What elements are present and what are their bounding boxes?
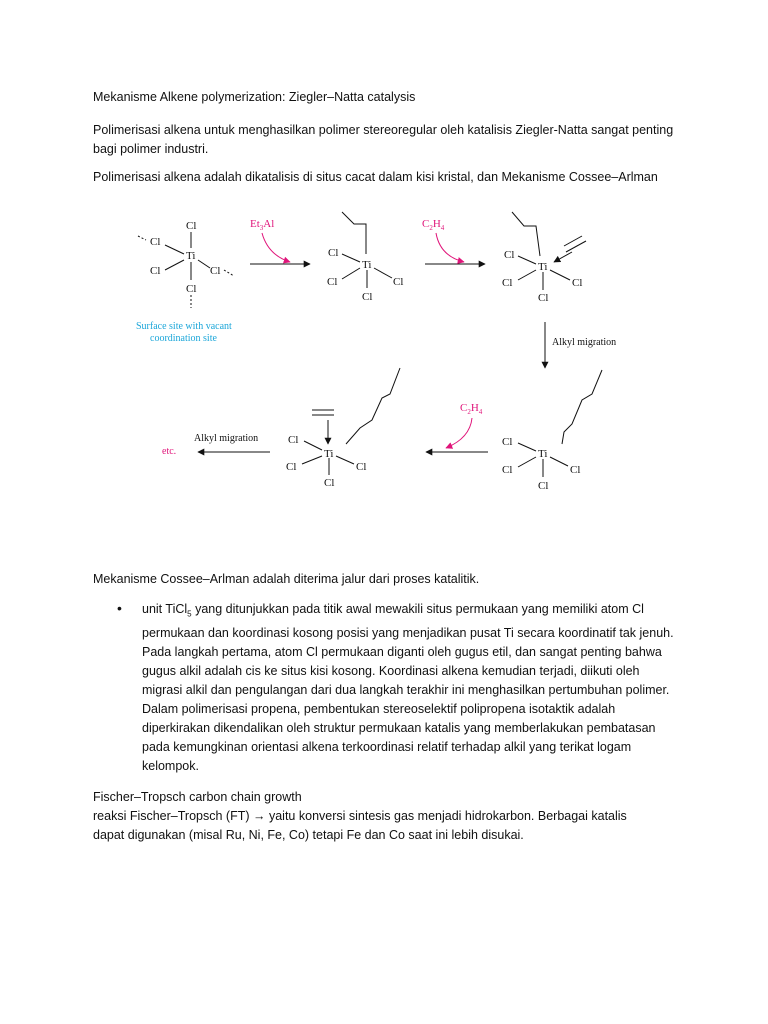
surface-site-caption: coordination site	[150, 333, 217, 344]
cl-label: Cl	[286, 461, 297, 473]
cl-label: Cl	[570, 464, 581, 476]
reagent-ethene: $C_2H_4$	[460, 402, 483, 416]
cl-label: Cl	[328, 247, 339, 259]
cl-label: Cl	[502, 436, 513, 448]
structure-ti-butyl	[502, 370, 602, 492]
reagent-et3al: $Et_3Al$	[250, 218, 275, 232]
cl-label: Cl	[538, 480, 549, 492]
document-title: Mekanisme Alkene polymerization: Ziegler–Natta catalysis	[93, 90, 416, 104]
cossee-arlman-diagram	[120, 200, 660, 500]
reagent-arrow	[446, 418, 472, 448]
cl-label: Cl	[356, 461, 367, 473]
cl-label: Cl	[327, 276, 338, 288]
paragraph-pathway: Mekanisme Cossee–Arlman adalah diterima jalur dari proses katalitik.	[93, 572, 480, 586]
fischer-tropsch-line2: dapat digunakan (misal Ru, Ni, Fe, Co) tetapi Fe dan Co saat ini lebih disukai.	[93, 828, 524, 842]
fischer-tropsch-line1: reaksi Fischer–Tropsch (FT) → yaitu konversi sintesis gas menjadi hidrokarbon. Berbagai katalis	[93, 809, 627, 823]
cl-label: Cl	[186, 220, 197, 232]
reagent-ethene: $C_2H_4$	[422, 218, 445, 232]
structure-ti-ethyl-ethene	[502, 212, 586, 304]
fischer-tropsch-title: Fischer–Tropsch carbon chain growth	[93, 790, 302, 804]
ti-label: Ti	[538, 261, 548, 273]
alkyl-migration-label: Alkyl migration	[552, 337, 617, 348]
bullet-marker: •	[117, 600, 122, 616]
surface-site-caption: Surface site with vacant	[136, 321, 232, 332]
cl-label: Cl	[393, 276, 404, 288]
paragraph-intro: Polimerisasi alkena untuk menghasilkan polimer stereoregular oleh katalisis Ziegler-Natta sangat penting bagi polimer industri.	[93, 123, 674, 156]
ti-label: Ti	[538, 448, 548, 460]
reagent-arrow	[262, 233, 290, 262]
cl-label: Cl	[186, 283, 197, 295]
etc-label: etc.	[162, 446, 177, 457]
alkyl-migration-label: Alkyl migration	[194, 433, 259, 444]
paragraph-mechanism: Polimerisasi alkena adalah dikatalisis di situs cacat dalam kisi kristal, dan Mekanisme Cossee–Arlman	[93, 170, 658, 184]
cl-label: Cl	[572, 277, 583, 289]
right-arrow-icon: →	[253, 809, 266, 823]
structure-ticl-surface	[138, 220, 234, 308]
ti-label: Ti	[324, 448, 334, 460]
cl-label: Cl	[504, 249, 515, 261]
reagent-arrow	[436, 233, 464, 262]
bullet-paragraph: unit TiCl$_5$ yang ditunjukkan pada titik awal mewakili situs permukaan yang memiliki atom Cl permukaan dan koordinasi kosong posisi yang menjadikan pusat Ti secara koordinatif tak jenuh. Pada langkah pertama, atom Cl permukaan diganti oleh gugus etil, dan sangat penting bahwa gugus alkil adalah cis ke situs kisi kosong. Koordinasi alkena kemudian terjadi, diikuti oleh migrasi alkil dan pengulangan dari dua langkah terakhir ini menghasilkan pertumbuhan polimer. Dalam polimerisasi propena, pembentukan stereoselektif polipropena isotaktik adalah diperkirakan dikendalikan oleh struktur permukaan katalis yang memberlakukan pembatasan pada kemungkinan orientasi alkena terkoordinasi relatif terhadap alkil yang terikat logam kelompok.	[142, 602, 674, 773]
cl-label: Cl	[150, 265, 161, 277]
cl-label: Cl	[502, 277, 513, 289]
cl-label: Cl	[362, 291, 373, 303]
ti-label: Ti	[362, 259, 372, 271]
ti-label: Ti	[186, 250, 196, 262]
cl-label: Cl	[324, 477, 335, 489]
cl-label: Cl	[288, 434, 299, 446]
cl-label: Cl	[502, 464, 513, 476]
cl-label: Cl	[538, 292, 549, 304]
structure-ti-ethyl	[327, 212, 403, 303]
cl-label: Cl	[210, 265, 221, 277]
structure-ti-butyl-ethene	[286, 368, 400, 489]
cl-label: Cl	[150, 236, 161, 248]
